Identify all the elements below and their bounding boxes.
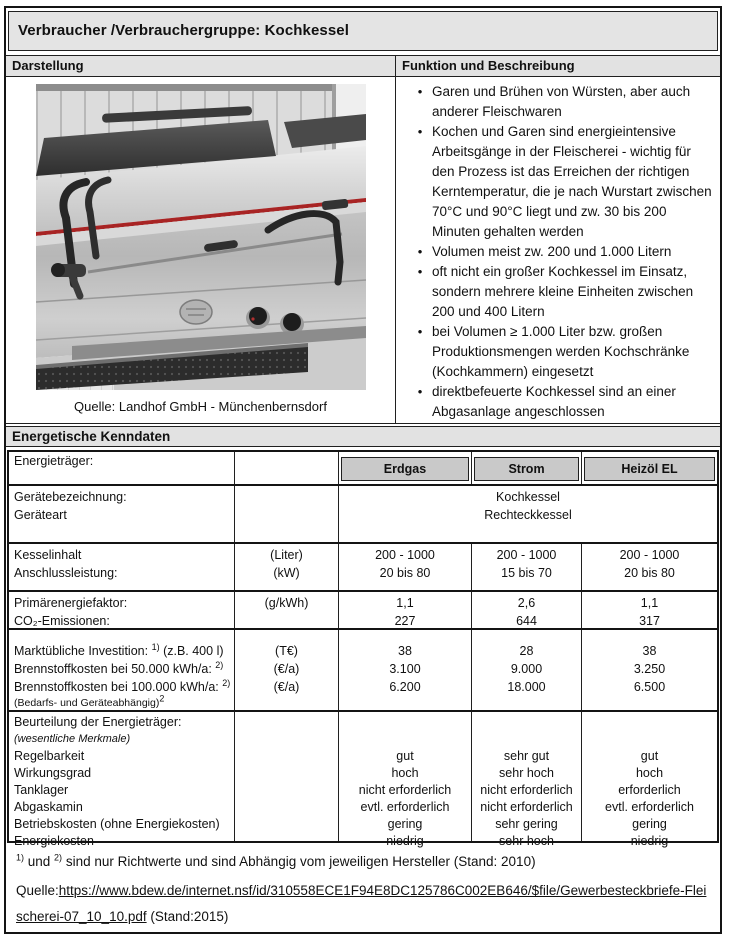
- cell-value: nicht erforderlich: [480, 800, 573, 814]
- unit-cell: [234, 544, 338, 590]
- source-line: [16, 878, 710, 930]
- funktion-column: [396, 56, 720, 423]
- anschlussleistung-label: Anschlussleistung:: [14, 566, 118, 580]
- footnote-ref: 2): [215, 659, 224, 670]
- upper-section: [6, 55, 720, 424]
- bullet-icon: •: [417, 244, 423, 259]
- cell-value: evtl. erforderlich: [605, 800, 694, 814]
- value-cell-erdgas: [338, 544, 471, 590]
- list-item: [408, 242, 714, 262]
- cell-value: 18.000: [507, 680, 546, 694]
- cell-value: 1,1: [396, 596, 414, 610]
- cell-value: 227: [394, 614, 416, 628]
- label-text: Marktübliche Investition:: [14, 644, 149, 658]
- cell-value: 644: [516, 614, 537, 628]
- source-suffix: (Stand:2015): [146, 909, 229, 924]
- value-cell-heizoel: [581, 592, 717, 628]
- row-label: [9, 712, 234, 848]
- cell-value: 6.200: [389, 680, 421, 694]
- list-item: [408, 82, 714, 122]
- cell-value: erforderlich: [618, 783, 681, 797]
- cell-value: 200 - 1000: [619, 548, 680, 562]
- table-row-kosten: [9, 628, 717, 710]
- cell-value: 3.100: [389, 662, 421, 676]
- unit-value: (kW): [273, 566, 300, 580]
- value-cell-erdgas: [338, 712, 471, 848]
- label-suffix: (z.B. 400 l): [159, 644, 224, 658]
- beurteilung-header: Beurteilung der Energieträger:: [14, 715, 182, 729]
- value-cell-strom: [471, 592, 581, 628]
- source-link[interactable]: https://www.bdew.de/internet.nsf/id/310558ECE1F94E8DC125786C002EB646/$file/Gewerbesteckbriefe-Fleischerei-07_10_10.pdf: [16, 883, 707, 924]
- table-row-kessel: [9, 542, 717, 590]
- column-header-cell: [471, 452, 581, 484]
- tanklager-label: Tanklager: [14, 783, 69, 797]
- brennstoff50-label: [14, 660, 234, 678]
- cell-value: gering: [632, 817, 667, 831]
- cell-value: hoch: [391, 766, 419, 780]
- table-row-emissionen: [9, 590, 717, 628]
- bullet-text: Kochen und Garen sind energieintensive Arbeitsgänge in der Fleischerei - wichtig für den Prozess ist das Erreichen der richtigen Kerntemperatur, die je nach Wurstart zwischen 70°C und 90°C liegt und zw. 30 bis 200 Minuten gehalten werden: [432, 124, 712, 239]
- photo-cell: [6, 77, 395, 423]
- beurteilung-subheader: (wesentliche Merkmale): [14, 733, 131, 745]
- cell-value: 28: [519, 644, 534, 658]
- cell-value: 317: [639, 614, 660, 628]
- column-header-cell: [581, 452, 717, 484]
- page-border: [4, 6, 722, 934]
- kenndaten-header: Energetische Kenndaten: [6, 426, 720, 447]
- geraetebezeichnung-label: Gerätebezeichnung:: [14, 490, 127, 504]
- footnote-ref: 1): [16, 852, 25, 863]
- geraeteart-label: Geräteart: [14, 508, 67, 522]
- list-item: [408, 382, 714, 422]
- kochkessel-photo: [36, 84, 366, 390]
- footnote-text: und: [24, 854, 55, 869]
- page-title: Verbraucher /Verbrauchergruppe: Kochkessel: [8, 11, 718, 51]
- cell-value: 200 - 1000: [375, 548, 435, 562]
- cell-value: 20 bis 80: [624, 566, 675, 580]
- energiekosten-label: Energiekosten: [14, 834, 94, 848]
- row-label: [9, 544, 234, 590]
- unit-cell: [234, 592, 338, 628]
- row-label: [9, 630, 234, 710]
- cell-value: evtl. erforderlich: [360, 800, 450, 814]
- footnote-ref: 2): [54, 852, 63, 863]
- cell-value: sehr hoch: [499, 766, 554, 780]
- unit-value: (€/a): [273, 662, 300, 676]
- cell-value: nicht erforderlich: [480, 783, 573, 797]
- cell-value: sehr gut: [503, 749, 550, 763]
- cell-value: gut: [640, 749, 659, 763]
- funktion-header: Funktion und Beschreibung: [396, 56, 720, 77]
- value-cell-strom: [471, 630, 581, 710]
- unit-value: (g/kWh): [264, 596, 309, 610]
- cell-value: 1,1: [640, 596, 659, 610]
- value-cell-heizoel: [581, 712, 717, 848]
- list-item: [408, 262, 714, 322]
- bullet-icon: •: [417, 324, 423, 339]
- bullet-text: bei Volumen ≥ 1.000 Liter bzw. großen Produktionsmengen werden Kochschränke (Kochkammern) eingesetzt: [432, 324, 690, 379]
- darstellung-header: Darstellung: [6, 56, 395, 77]
- column-header-strom: Strom: [474, 457, 579, 481]
- table-row-geraet: [9, 484, 717, 542]
- value-cell-erdgas: [338, 630, 471, 710]
- cell-value: nicht erforderlich: [358, 783, 452, 797]
- cell-value: 3.250: [633, 662, 666, 676]
- cell-value: 200 - 1000: [496, 548, 557, 562]
- geraet-value: Rechteckkessel: [484, 508, 572, 522]
- cell-value: gut: [396, 749, 414, 763]
- regelbarkeit-label: Regelbarkeit: [14, 749, 85, 763]
- cell-value: 2,6: [517, 596, 536, 610]
- table-row-energietraeger: [9, 452, 717, 484]
- bullet-text: Volumen meist zw. 200 und 1.000 Litern: [432, 244, 672, 259]
- merged-value-cell: [338, 486, 717, 542]
- label-text: Brennstoffkosten bei 100.000 kWh/a:: [14, 680, 219, 694]
- source-label: Quelle:: [16, 883, 59, 898]
- footnote: [16, 854, 720, 869]
- bullet-text: Garen und Brühen von Würsten, aber auch anderer Fleischwaren: [432, 84, 691, 119]
- footnote-text: sind nur Richtwerte und sind Abhängig vom jeweiligen Hersteller (Stand: 2010): [62, 854, 536, 869]
- note-text: (Bedarfs- und Geräteabhängig): [14, 697, 160, 709]
- value-cell-heizoel: [581, 544, 717, 590]
- kenndaten-table: [7, 450, 719, 848]
- bullet-list: [396, 77, 720, 423]
- kosten-note: [14, 693, 234, 711]
- kesselinhalt-label: Kesselinhalt: [14, 548, 82, 562]
- cell-value: 6.500: [633, 680, 666, 694]
- value-cell-heizoel: [581, 630, 717, 710]
- label-text: Brennstoffkosten bei 50.000 kWh/a:: [14, 662, 212, 676]
- betriebskosten-label: Betriebskosten (ohne Energiekosten): [14, 817, 220, 831]
- unit-value: (€/a): [273, 680, 300, 694]
- geraet-value: Kochkessel: [496, 490, 560, 504]
- cell-value: niedrig: [386, 834, 424, 848]
- cell-value: gering: [387, 817, 423, 831]
- value-cell-erdgas: [338, 592, 471, 628]
- footnote-ref: 1): [151, 641, 160, 652]
- bullet-icon: •: [417, 264, 423, 279]
- table-row-beurteilung: [9, 710, 717, 848]
- unit-value: (Liter): [270, 548, 303, 562]
- row-label: [9, 592, 234, 628]
- unit-cell: [234, 630, 338, 710]
- cell-value: 15 bis 70: [501, 566, 552, 580]
- wirkungsgrad-label: Wirkungsgrad: [14, 766, 92, 780]
- row-label: Energieträger:: [14, 454, 94, 468]
- column-header-heizoel: Heizöl EL: [584, 457, 715, 481]
- kochkessel-photo-illustration: [36, 84, 366, 390]
- bullet-icon: •: [417, 84, 423, 99]
- value-cell-strom: [471, 712, 581, 848]
- cell-value: 38: [642, 644, 657, 658]
- cell-value: 9.000: [510, 662, 543, 676]
- cell-value: sehr hoch: [499, 834, 554, 848]
- cell-value: niedrig: [630, 834, 669, 848]
- cell-value: sehr gering: [495, 817, 558, 831]
- list-item: [408, 122, 714, 242]
- brennstoff100-label: [14, 678, 234, 696]
- investition-label: [14, 642, 234, 660]
- bullet-text: direktbefeuerte Kochkessel sind an einer Abgasanlage angeschlossen: [432, 384, 676, 419]
- unit-cell: [234, 712, 338, 841]
- co2-emissionen-label: CO₂-Emissionen:: [14, 614, 110, 628]
- column-header-erdgas: Erdgas: [341, 457, 469, 481]
- unit-cell: [234, 452, 338, 484]
- darstellung-column: [6, 56, 396, 423]
- column-header-cell: [338, 452, 471, 484]
- bullet-icon: •: [417, 384, 423, 399]
- bullet-icon: •: [417, 124, 423, 139]
- row-label: [9, 486, 234, 542]
- footnote-ref: 2: [159, 693, 165, 704]
- primaerenergiefaktor-label: Primärenergiefaktor:: [14, 596, 128, 610]
- value-cell-strom: [471, 544, 581, 590]
- list-item: [408, 322, 714, 382]
- abgaskamin-label: Abgaskamin: [14, 800, 83, 814]
- footnote-ref: 2): [222, 677, 231, 688]
- cell-value: 20 bis 80: [379, 566, 431, 580]
- unit-value: (T€): [275, 644, 298, 658]
- cell-value: hoch: [635, 766, 664, 780]
- unit-cell: [234, 486, 338, 542]
- cell-value: 38: [398, 644, 412, 658]
- bullet-text: oft nicht ein großer Kochkessel im Einsatz, sondern mehrere kleine Einheiten zwischen 200 und 400 Litern: [432, 264, 694, 319]
- photo-caption: Quelle: Landhof GmbH - Münchenbernsdorf: [74, 399, 327, 414]
